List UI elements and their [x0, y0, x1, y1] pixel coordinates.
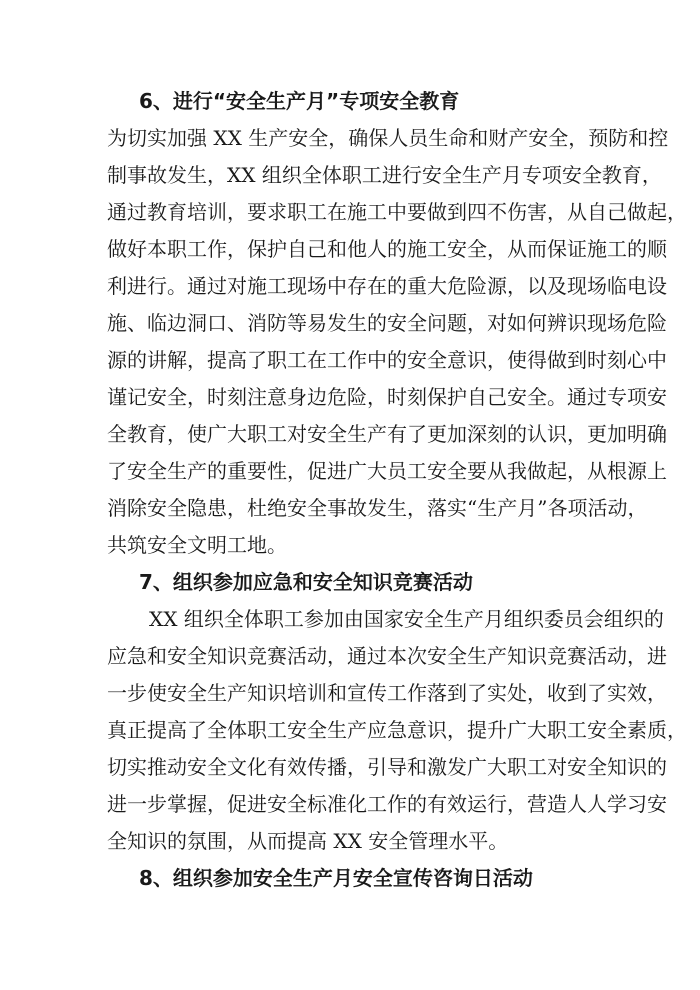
paragraph-line: 为切实加强 XX 生产安全，确保人员生命和财产安全，预防和控	[107, 126, 669, 150]
paragraph-line: 了安全生产的重要性，促进广大员工安全要从我做起，从根源上	[107, 459, 667, 483]
section-8	[107, 860, 595, 897]
paragraph-line: 做好本职工作，保护自己和他人的施工安全，从而保证施工的顺	[107, 237, 667, 261]
paragraph-line: 进一步掌握，促进安全标准化工作的有效运行，营造人人学习安	[107, 792, 667, 816]
paragraph-line: 切实推动安全文化有效传播，引导和激发广大职工对安全知识的	[107, 755, 667, 779]
document-page	[107, 83, 687, 897]
paragraph-line: 共筑安全文明工地。	[107, 533, 287, 557]
paragraph-line: XX 组织全体职工参加由国家安全生产月组织委员会组织的	[149, 607, 664, 631]
paragraph-line: 利进行。通过对施工现场中存在的重大危险源，以及现场临电设	[107, 274, 667, 298]
section-6	[107, 83, 687, 564]
paragraph-line: 消除安全隐患，杜绝安全事故发生，落实“生产月”各项活动，	[107, 496, 648, 520]
section-7	[107, 564, 687, 860]
section-heading: 7、组织参加应急和安全知识竞赛活动	[139, 570, 473, 594]
paragraph-line: 制事故发生，XX 组织全体职工进行安全生产月专项安全教育，	[107, 163, 662, 187]
section-heading: 6、进行“安全生产月”专项安全教育	[139, 89, 460, 113]
paragraph-line: 应急和安全知识竞赛活动，通过本次安全生产知识竞赛活动，进	[107, 644, 667, 668]
section-heading: 8、组织参加安全生产月安全宣传咨询日活动	[139, 866, 533, 890]
paragraph-line: 一步使安全生产知识培训和宣传工作落到了实处，收到了实效，	[107, 681, 667, 705]
paragraph-line: 全知识的氛围，从而提高 XX 安全管理水平。	[107, 829, 509, 853]
paragraph-line: 全教育，使广大职工对安全生产有了更加深刻的认识，更加明确	[107, 422, 667, 446]
paragraph-line: 谨记安全，时刻注意身边危险，时刻保护自己安全。通过专项安	[107, 385, 667, 409]
paragraph-line: 施、临边洞口、消防等易发生的安全问题，对如何辨识现场危险	[107, 311, 667, 335]
paragraph-line: 源的讲解，提高了职工在工作中的安全意识，使得做到时刻心中	[107, 348, 667, 372]
paragraph-line: 真正提高了全体职工安全生产应急意识，提升广大职工安全素质，	[107, 718, 687, 742]
paragraph-line: 通过教育培训，要求职工在施工中要做到四不伤害，从自己做起，	[107, 200, 687, 224]
